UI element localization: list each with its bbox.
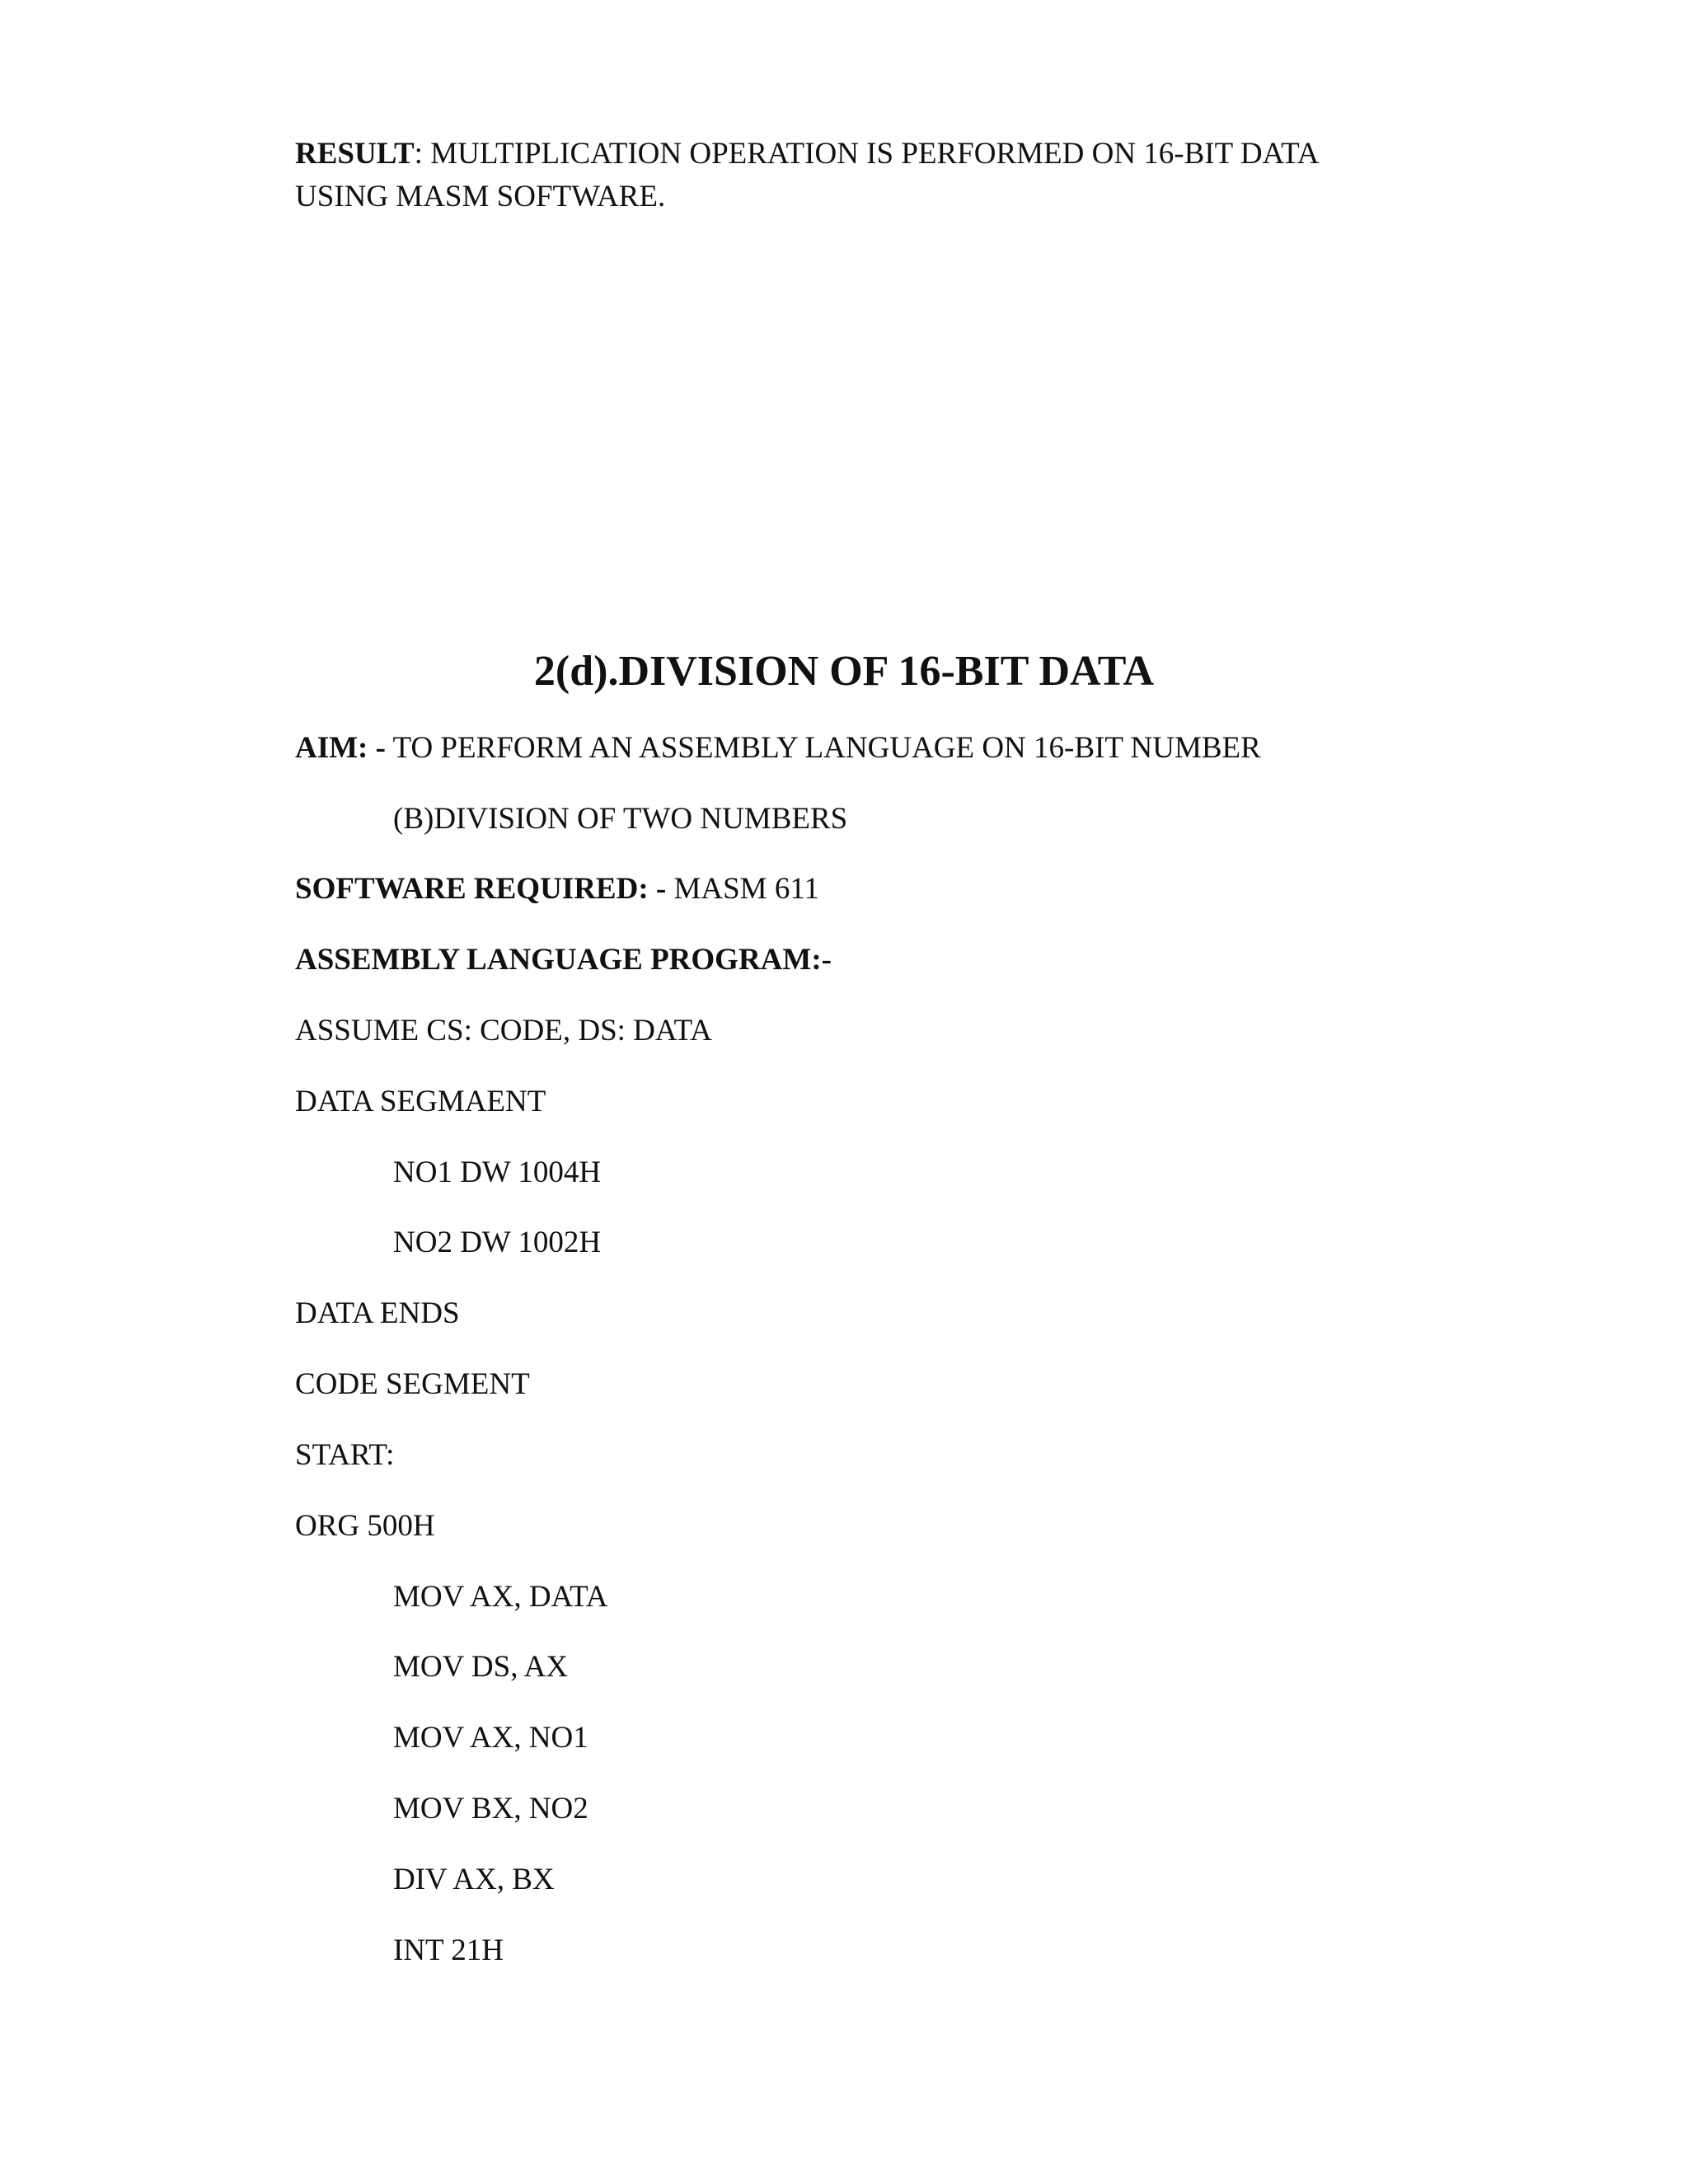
code-line-mov-ds-ax: MOV DS, AX: [393, 1650, 569, 1684]
result-label: RESULT: [295, 137, 415, 171]
result-line-1: [295, 133, 1320, 176]
code-line-code-segment: CODE SEGMENT: [295, 1367, 530, 1401]
code-line-mov-bx-no2: MOV BX, NO2: [393, 1792, 588, 1825]
aim-text: TO PERFORM AN ASSEMBLY LANGUAGE ON 16-BIT NUMBER: [385, 731, 1261, 765]
code-line-start: START:: [295, 1438, 395, 1472]
code-line-mov-ax-no1: MOV AX, NO1: [393, 1721, 588, 1755]
code-line-assume: ASSUME CS: CODE, DS: DATA: [295, 1014, 712, 1047]
code-line-org: ORG 500H: [295, 1509, 435, 1543]
code-line-no1: NO1 DW 1004H: [393, 1155, 602, 1189]
code-line-mov-ax-data: MOV AX, DATA: [393, 1580, 608, 1614]
result-text: : MULTIPLICATION OPERATION IS PERFORMED ON 16-BIT DATA: [414, 137, 1320, 171]
code-line-no2: NO2 DW 1002H: [393, 1226, 602, 1259]
software-label: SOFTWARE REQUIRED: -: [295, 872, 667, 906]
program-heading: ASSEMBLY LANGUAGE PROGRAM:-: [295, 943, 832, 977]
code-line-int: INT 21H: [393, 1933, 504, 1967]
aim-label: AIM: -: [295, 731, 386, 765]
aim-line: [295, 727, 1261, 770]
software-value: MASM 611: [666, 872, 819, 906]
code-line-data-ends: DATA ENDS: [295, 1296, 460, 1330]
code-line-data-segment: DATA SEGMAENT: [295, 1085, 546, 1118]
section-title: 2(d).DIVISION OF 16-BIT DATA: [533, 648, 1155, 695]
software-line: [295, 868, 819, 911]
code-line-div: DIV AX, BX: [393, 1863, 555, 1896]
result-line-2: USING MASM SOFTWARE.: [295, 180, 666, 213]
aim-subline: (B)DIVISION OF TWO NUMBERS: [393, 802, 848, 836]
